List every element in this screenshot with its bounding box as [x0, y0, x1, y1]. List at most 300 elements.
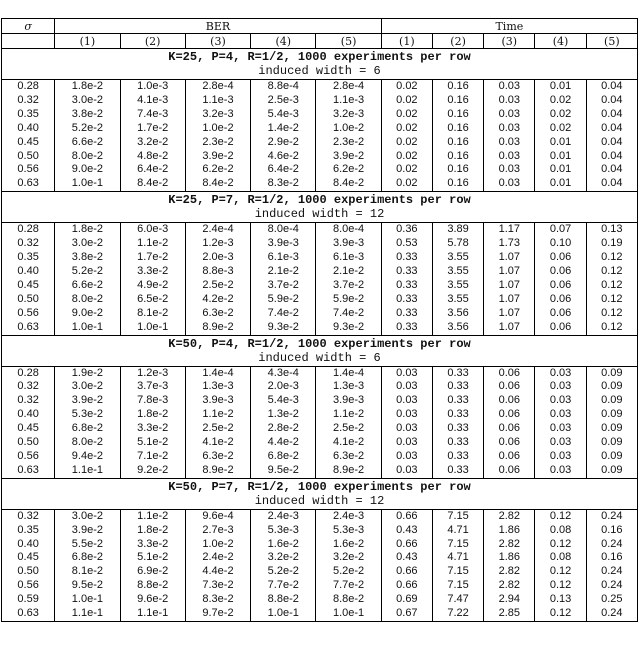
ber-cell: 2.4e-3 [316, 509, 381, 523]
ber-cell: 8.0e-2 [55, 436, 120, 450]
table-row [2, 538, 638, 552]
ber-cell: 1.8e-2 [120, 524, 185, 538]
time-cell: 0.12 [535, 509, 586, 523]
ber-cell: 1.1e-3 [185, 94, 250, 108]
sigma-cell: 0.50 [2, 436, 55, 450]
ber-cell: 9.3e-2 [251, 321, 316, 335]
ber-cell: 1.6e-2 [251, 538, 316, 552]
ber-cell: 3.9e-2 [316, 150, 381, 164]
ber-cell: 1.0e-3 [120, 80, 185, 94]
time-cell: 0.33 [432, 464, 483, 478]
ber-cell: 8.9e-2 [185, 321, 250, 335]
time-cell: 0.09 [586, 450, 637, 464]
ber-cell: 1.0e-1 [55, 177, 120, 191]
ber-cell: 6.8e-2 [55, 422, 120, 436]
time-cell: 0.04 [586, 177, 637, 191]
table-row [2, 551, 638, 565]
ber-cell: 2.3e-2 [316, 136, 381, 150]
ber-cell: 1.7e-2 [120, 251, 185, 265]
time-cell: 0.09 [586, 436, 637, 450]
table-row [2, 422, 638, 436]
ber-cell: 2.7e-3 [185, 524, 250, 538]
time-cell: 4.71 [432, 551, 483, 565]
sigma-cell: 0.56 [2, 163, 55, 177]
table-row [2, 394, 638, 408]
ber-cell: 5.9e-2 [316, 293, 381, 307]
ber-cell: 1.0e-2 [316, 122, 381, 136]
block-params: K=25, P=4, R=1/2, 1000 experiments per row [168, 50, 471, 64]
block-title [2, 49, 638, 80]
ber-cell: 9.6e-4 [185, 509, 250, 523]
subheader-row [2, 34, 638, 49]
sigma-cell: 0.56 [2, 450, 55, 464]
ber-cell: 8.8e-3 [185, 265, 250, 279]
ber-cell: 8.0e-2 [55, 293, 120, 307]
time-cell: 0.33 [381, 293, 432, 307]
ber-cell: 8.0e-4 [251, 223, 316, 237]
time-cell: 7.15 [432, 509, 483, 523]
ber-cell: 9.5e-2 [251, 464, 316, 478]
header-row [2, 19, 638, 34]
time-cell: 0.03 [381, 464, 432, 478]
ber-cell: 9.7e-2 [185, 607, 250, 621]
time-cell: 0.12 [586, 251, 637, 265]
time-cell: 0.33 [381, 265, 432, 279]
time-cell: 0.19 [586, 237, 637, 251]
time-cell: 0.03 [484, 108, 535, 122]
time-cell: 0.53 [381, 237, 432, 251]
time-cell: 0.03 [535, 464, 586, 478]
ber-cell: 1.2e-3 [185, 237, 250, 251]
time-cell: 0.33 [432, 436, 483, 450]
time-cell: 0.16 [586, 524, 637, 538]
ber-cell: 5.3e-2 [55, 408, 120, 422]
ber-cell: 4.8e-2 [120, 150, 185, 164]
ber-cell: 2.8e-2 [251, 422, 316, 436]
time-cell: 0.12 [586, 265, 637, 279]
time-cell: 0.06 [484, 436, 535, 450]
time-cell: 0.04 [586, 150, 637, 164]
block-title-row [2, 49, 638, 80]
ber-cell: 7.4e-2 [316, 307, 381, 321]
time-cell: 0.03 [535, 366, 586, 380]
ber-cell: 4.1e-3 [120, 94, 185, 108]
time-cell: 0.16 [432, 80, 483, 94]
ber-cell: 3.8e-2 [55, 251, 120, 265]
time-cell: 0.03 [535, 450, 586, 464]
ber-cell: 4.2e-2 [185, 293, 250, 307]
ber-cell: 5.4e-3 [251, 394, 316, 408]
time-cell: 3.55 [432, 265, 483, 279]
ber-cell: 1.8e-2 [55, 80, 120, 94]
time-cell: 0.67 [381, 607, 432, 621]
time-cell: 0.02 [381, 136, 432, 150]
time-cell: 1.07 [484, 279, 535, 293]
ber-cell: 7.8e-3 [120, 394, 185, 408]
time-cell: 0.03 [484, 177, 535, 191]
ber-cell: 2.8e-4 [316, 80, 381, 94]
time-cell: 7.15 [432, 565, 483, 579]
ber-cell: 9.4e-2 [55, 450, 120, 464]
time-cell: 0.02 [535, 108, 586, 122]
table-row [2, 509, 638, 523]
time-header: Time [381, 19, 637, 34]
ber-cell: 1.1e-3 [316, 94, 381, 108]
ber-col-header: (4) [251, 34, 316, 49]
time-cell: 0.06 [535, 307, 586, 321]
time-cell: 2.82 [484, 579, 535, 593]
ber-cell: 4.4e-2 [185, 565, 250, 579]
ber-cell: 3.3e-2 [120, 538, 185, 552]
time-cell: 0.66 [381, 509, 432, 523]
ber-cell: 6.1e-3 [316, 251, 381, 265]
time-cell: 0.02 [381, 80, 432, 94]
ber-cell: 1.0e-1 [55, 321, 120, 335]
time-cell: 1.07 [484, 321, 535, 335]
table-row [2, 122, 638, 136]
ber-cell: 7.7e-2 [251, 579, 316, 593]
ber-cell: 6.8e-2 [251, 450, 316, 464]
sigma-cell: 0.50 [2, 565, 55, 579]
ber-cell: 6.6e-2 [55, 136, 120, 150]
sigma-cell: 0.63 [2, 321, 55, 335]
time-cell: 1.73 [484, 237, 535, 251]
time-cell: 7.15 [432, 579, 483, 593]
ber-cell: 6.9e-2 [120, 565, 185, 579]
ber-cell: 5.4e-3 [251, 108, 316, 122]
ber-cell: 4.9e-2 [120, 279, 185, 293]
ber-cell: 1.2e-3 [120, 366, 185, 380]
ber-cell: 1.3e-3 [316, 380, 381, 394]
ber-cell: 8.0e-2 [55, 150, 120, 164]
ber-cell: 3.0e-2 [55, 94, 120, 108]
ber-cell: 6.4e-2 [120, 163, 185, 177]
ber-cell: 7.1e-2 [120, 450, 185, 464]
time-cell: 0.09 [586, 408, 637, 422]
time-cell: 0.03 [535, 408, 586, 422]
time-cell: 1.86 [484, 551, 535, 565]
time-cell: 1.17 [484, 223, 535, 237]
ber-cell: 1.3e-3 [185, 380, 250, 394]
time-cell: 0.06 [484, 394, 535, 408]
ber-cell: 6.3e-2 [185, 450, 250, 464]
sigma-cell: 0.40 [2, 122, 55, 136]
sigma-cell: 0.45 [2, 422, 55, 436]
sigma-cell: 0.56 [2, 307, 55, 321]
time-cell: 0.02 [381, 94, 432, 108]
time-cell: 0.12 [535, 607, 586, 621]
ber-cell: 3.9e-2 [185, 150, 250, 164]
time-cell: 0.16 [432, 108, 483, 122]
ber-cell: 2.8e-4 [185, 80, 250, 94]
table-row [2, 524, 638, 538]
ber-cell: 9.0e-2 [55, 307, 120, 321]
block-params: K=50, P=7, R=1/2, 1000 experiments per row [168, 479, 471, 494]
time-cell: 0.03 [381, 450, 432, 464]
ber-cell: 8.9e-2 [316, 464, 381, 478]
table-row [2, 94, 638, 108]
ber-cell: 9.2e-2 [120, 464, 185, 478]
time-col-header: (5) [586, 34, 637, 49]
ber-cell: 8.1e-2 [55, 565, 120, 579]
ber-cell: 5.3e-3 [316, 524, 381, 538]
ber-cell: 3.9e-3 [185, 394, 250, 408]
sigma-cell: 0.40 [2, 408, 55, 422]
time-cell: 0.12 [535, 565, 586, 579]
ber-cell: 5.2e-2 [55, 122, 120, 136]
time-cell: 0.36 [381, 223, 432, 237]
time-cell: 1.86 [484, 524, 535, 538]
time-cell: 3.55 [432, 279, 483, 293]
time-cell: 0.03 [484, 94, 535, 108]
ber-cell: 3.3e-2 [120, 422, 185, 436]
induced-width: induced width = 6 [258, 64, 381, 78]
time-cell: 0.25 [586, 593, 637, 607]
ber-cell: 2.9e-2 [251, 136, 316, 150]
ber-cell: 1.0e-1 [316, 607, 381, 621]
ber-cell: 1.0e-2 [185, 122, 250, 136]
time-cell: 0.66 [381, 538, 432, 552]
table-row [2, 380, 638, 394]
time-cell: 0.66 [381, 565, 432, 579]
ber-col-header: (2) [120, 34, 185, 49]
ber-cell: 5.3e-3 [251, 524, 316, 538]
ber-cell: 4.1e-2 [316, 436, 381, 450]
table-row [2, 136, 638, 150]
ber-cell: 1.4e-4 [185, 366, 250, 380]
time-cell: 2.82 [484, 538, 535, 552]
time-cell: 0.01 [535, 150, 586, 164]
sigma-cell: 0.50 [2, 150, 55, 164]
table-row [2, 177, 638, 191]
sigma-cell: 0.40 [2, 538, 55, 552]
ber-cell: 9.6e-2 [120, 593, 185, 607]
ber-cell: 2.3e-2 [185, 136, 250, 150]
ber-cell: 5.1e-2 [120, 551, 185, 565]
table-row [2, 579, 638, 593]
time-cell: 0.16 [432, 150, 483, 164]
time-cell: 0.06 [484, 450, 535, 464]
ber-cell: 1.4e-4 [316, 366, 381, 380]
induced-width: induced width = 12 [254, 493, 385, 508]
time-cell: 0.02 [381, 177, 432, 191]
empty-cell [2, 34, 55, 49]
time-cell: 0.24 [586, 509, 637, 523]
block-title-row [2, 192, 638, 223]
ber-cell: 1.0e-1 [120, 321, 185, 335]
ber-cell: 8.0e-4 [316, 223, 381, 237]
ber-cell: 6.8e-2 [55, 551, 120, 565]
ber-cell: 7.4e-2 [251, 307, 316, 321]
table-row [2, 607, 638, 621]
time-cell: 0.24 [586, 565, 637, 579]
table-row [2, 150, 638, 164]
time-cell: 0.33 [432, 366, 483, 380]
ber-cell: 1.0e-1 [55, 593, 120, 607]
time-cell: 0.09 [586, 366, 637, 380]
time-cell: 1.07 [484, 251, 535, 265]
sigma-cell: 0.56 [2, 579, 55, 593]
ber-cell: 2.1e-2 [251, 265, 316, 279]
table-row [2, 223, 638, 237]
ber-cell: 6.5e-2 [120, 293, 185, 307]
time-cell: 0.16 [432, 177, 483, 191]
time-col-header: (3) [484, 34, 535, 49]
time-cell: 0.33 [432, 422, 483, 436]
time-cell: 0.12 [586, 293, 637, 307]
ber-cell: 3.7e-3 [120, 380, 185, 394]
time-cell: 0.03 [381, 436, 432, 450]
time-cell: 0.03 [484, 136, 535, 150]
ber-cell: 1.0e-1 [251, 607, 316, 621]
block-title [2, 335, 638, 366]
time-cell: 0.02 [381, 163, 432, 177]
ber-col-header: (1) [55, 34, 120, 49]
ber-cell: 2.4e-2 [185, 551, 250, 565]
time-cell: 0.03 [535, 422, 586, 436]
ber-cell: 3.0e-2 [55, 237, 120, 251]
ber-cell: 3.9e-3 [316, 237, 381, 251]
ber-cell: 1.1e-1 [55, 607, 120, 621]
ber-cell: 1.8e-2 [55, 223, 120, 237]
ber-cell: 8.4e-2 [185, 177, 250, 191]
ber-cell: 2.1e-2 [316, 265, 381, 279]
ber-cell: 6.1e-3 [251, 251, 316, 265]
ber-cell: 3.2e-2 [251, 551, 316, 565]
time-cell: 0.01 [535, 163, 586, 177]
time-cell: 0.03 [381, 380, 432, 394]
ber-cell: 1.1e-1 [120, 607, 185, 621]
ber-cell: 3.7e-2 [251, 279, 316, 293]
ber-cell: 3.2e-2 [120, 136, 185, 150]
ber-cell: 3.7e-2 [316, 279, 381, 293]
time-cell: 0.06 [535, 251, 586, 265]
table-row [2, 279, 638, 293]
table-row [2, 293, 638, 307]
time-cell: 0.43 [381, 524, 432, 538]
sigma-cell: 0.35 [2, 108, 55, 122]
ber-cell: 4.3e-4 [251, 366, 316, 380]
ber-cell: 6.0e-3 [120, 223, 185, 237]
ber-cell: 5.2e-2 [316, 565, 381, 579]
time-cell: 0.06 [535, 265, 586, 279]
time-cell: 0.08 [535, 524, 586, 538]
ber-cell: 1.1e-2 [316, 408, 381, 422]
ber-cell: 9.0e-2 [55, 163, 120, 177]
ber-cell: 3.9e-3 [251, 237, 316, 251]
time-cell: 0.03 [535, 436, 586, 450]
ber-cell: 6.4e-2 [251, 163, 316, 177]
sigma-cell: 0.32 [2, 509, 55, 523]
time-cell: 0.03 [484, 163, 535, 177]
ber-cell: 2.0e-3 [251, 380, 316, 394]
ber-cell: 4.4e-2 [251, 436, 316, 450]
time-cell: 4.71 [432, 524, 483, 538]
time-cell: 3.56 [432, 321, 483, 335]
time-cell: 0.12 [586, 307, 637, 321]
induced-width: induced width = 12 [254, 207, 385, 222]
ber-cell: 1.6e-2 [316, 538, 381, 552]
ber-cell: 8.3e-2 [251, 177, 316, 191]
time-cell: 1.07 [484, 265, 535, 279]
time-cell: 0.04 [586, 108, 637, 122]
sigma-cell: 0.28 [2, 223, 55, 237]
ber-col-header: (5) [316, 34, 381, 49]
time-cell: 0.33 [432, 450, 483, 464]
time-cell: 2.85 [484, 607, 535, 621]
table-row [2, 450, 638, 464]
sigma-cell: 0.59 [2, 593, 55, 607]
ber-cell: 3.3e-2 [120, 265, 185, 279]
ber-cell: 3.2e-2 [316, 551, 381, 565]
ber-cell: 1.4e-2 [251, 122, 316, 136]
time-cell: 0.16 [432, 94, 483, 108]
ber-cell: 3.0e-2 [55, 380, 120, 394]
ber-cell: 5.2e-2 [251, 565, 316, 579]
time-cell: 1.07 [484, 307, 535, 321]
time-cell: 0.04 [586, 163, 637, 177]
time-cell: 0.01 [535, 177, 586, 191]
sigma-cell: 0.45 [2, 279, 55, 293]
time-cell: 0.09 [586, 464, 637, 478]
time-cell: 0.02 [381, 122, 432, 136]
time-cell: 5.78 [432, 237, 483, 251]
sigma-cell: 0.35 [2, 524, 55, 538]
ber-cell: 3.9e-2 [55, 394, 120, 408]
results-table [1, 18, 638, 622]
sigma-cell: 0.28 [2, 80, 55, 94]
time-cell: 0.02 [381, 108, 432, 122]
table-row [2, 366, 638, 380]
time-cell: 0.02 [381, 150, 432, 164]
block-params: K=25, P=7, R=1/2, 1000 experiments per row [168, 193, 471, 208]
induced-width: induced width = 6 [258, 350, 381, 365]
table-row [2, 163, 638, 177]
table-row [2, 108, 638, 122]
time-cell: 0.24 [586, 579, 637, 593]
time-cell: 0.24 [586, 538, 637, 552]
ber-cell: 3.9e-2 [55, 524, 120, 538]
time-cell: 0.06 [535, 279, 586, 293]
table-row [2, 237, 638, 251]
time-cell: 0.12 [586, 279, 637, 293]
block-title-row [2, 478, 638, 509]
time-cell: 0.16 [432, 122, 483, 136]
time-cell: 0.16 [432, 136, 483, 150]
ber-cell: 8.4e-2 [120, 177, 185, 191]
table-row [2, 593, 638, 607]
time-cell: 0.06 [484, 408, 535, 422]
time-cell: 0.06 [484, 380, 535, 394]
ber-cell: 7.3e-2 [185, 579, 250, 593]
time-cell: 0.04 [586, 94, 637, 108]
time-cell: 0.03 [381, 408, 432, 422]
table-row [2, 307, 638, 321]
time-col-header: (1) [381, 34, 432, 49]
time-cell: 0.06 [484, 422, 535, 436]
time-cell: 0.04 [586, 80, 637, 94]
table-row [2, 408, 638, 422]
ber-cell: 2.5e-2 [185, 279, 250, 293]
time-cell: 0.06 [535, 321, 586, 335]
sigma-cell: 0.32 [2, 380, 55, 394]
time-cell: 0.33 [381, 279, 432, 293]
time-cell: 0.01 [535, 80, 586, 94]
time-cell: 0.03 [484, 122, 535, 136]
time-cell: 0.03 [381, 366, 432, 380]
sigma-cell: 0.63 [2, 177, 55, 191]
ber-cell: 1.1e-1 [55, 464, 120, 478]
